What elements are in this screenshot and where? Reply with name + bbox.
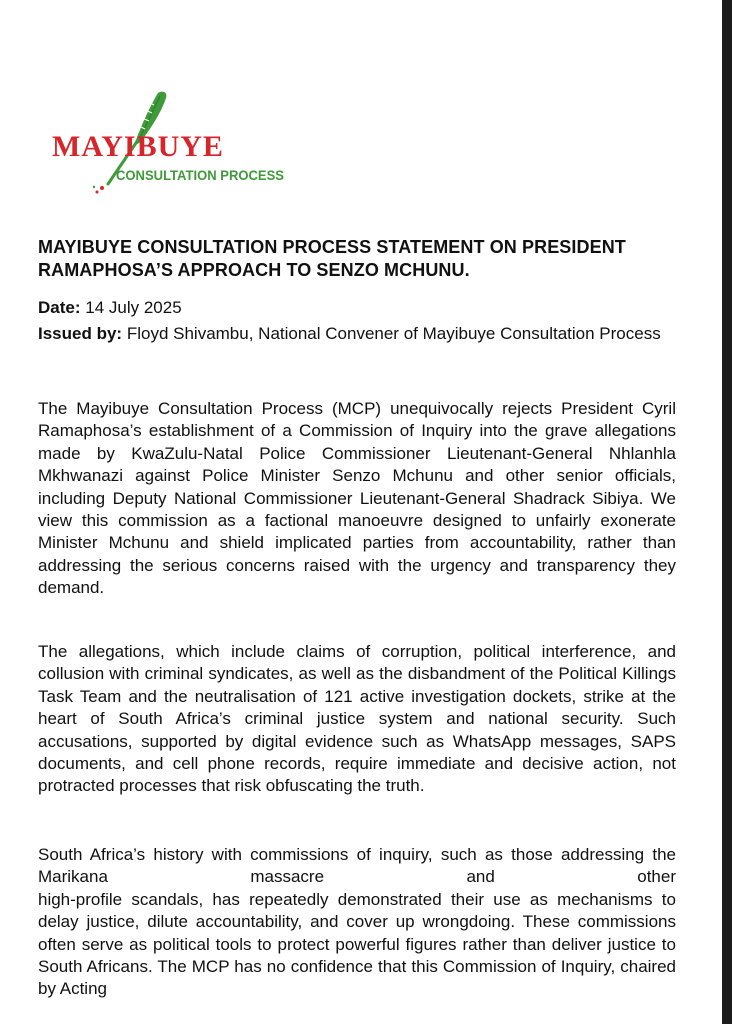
paragraph-3 xyxy=(38,844,676,1001)
logo-text-consultation: CONSULTATION PROCESS xyxy=(116,168,284,183)
issued-label: Issued by: xyxy=(38,324,123,343)
date-value: 14 July 2025 xyxy=(85,298,182,317)
logo-text-mayibuye: MAYIBUYE xyxy=(52,130,224,163)
date-line xyxy=(38,297,688,319)
quill-logo-icon xyxy=(50,88,290,198)
title-line-2: RAMAPHOSA’S APPROACH TO SENZO MCHUNU. xyxy=(38,260,470,280)
page-title xyxy=(38,236,688,282)
paragraph-3-part-1: South Africa’s history with commissions of inquiry, such as those addressing the Marikana massacre and other xyxy=(38,845,676,887)
date-label: Date: xyxy=(38,298,81,317)
paragraph-1: The Mayibuye Consultation Process (MCP) unequivocally rejects President Cyril Ramaphosa’s establishment of a Commission of Inquiry into the grave allegations made by KwaZulu-Natal Police Commissioner Lieutenant-General Nhlanhla Mkhwanazi against Police Minister Senzo Mchunu and other senior officials, including Deputy National Commissioner Lieutenant-General Shadrack Sibiya. We view this commission as a factional manoeuvre designed to unfairly exonerate Minister Mchunu and shield implicated parties from accountability, rather than addressing the serious concerns raised with the urgency and transparency they demand. xyxy=(38,399,676,598)
paragraph-2: The allegations, which include claims of corruption, political interference, and collusion with criminal syndicates, as well as the disbandment of the Political Killings Task Team and the neutralisation of 121 active investigation dockets, strike at the heart of South Africa’s criminal justice system and national security. Such accusations, supported by digital evidence such as WhatsApp messages, SAPS documents, and cell phone records, require immediate and decisive action, not protracted processes that risk obfuscating the truth. xyxy=(38,642,676,796)
title-line-1: MAYIBUYE CONSULTATION PROCESS STATEMENT ON PRESIDENT xyxy=(38,237,626,257)
paragraph-3-part-2: high-profile scandals, has repeatedly demonstrated their use as mechanisms to delay justice, dilute accountability, and cover up wrongdoing. These commissions often serve as political tools to protect powerful figures rather than deliver justice to South Africans. The MCP has no confidence that this Commission of Inquiry, chaired by Acting xyxy=(38,889,676,999)
issued-value: Floyd Shivambu, National Convener of Mayibuye Consultation Process xyxy=(126,324,661,343)
issued-by-line xyxy=(38,323,688,345)
mayibuye-logo xyxy=(50,88,290,198)
